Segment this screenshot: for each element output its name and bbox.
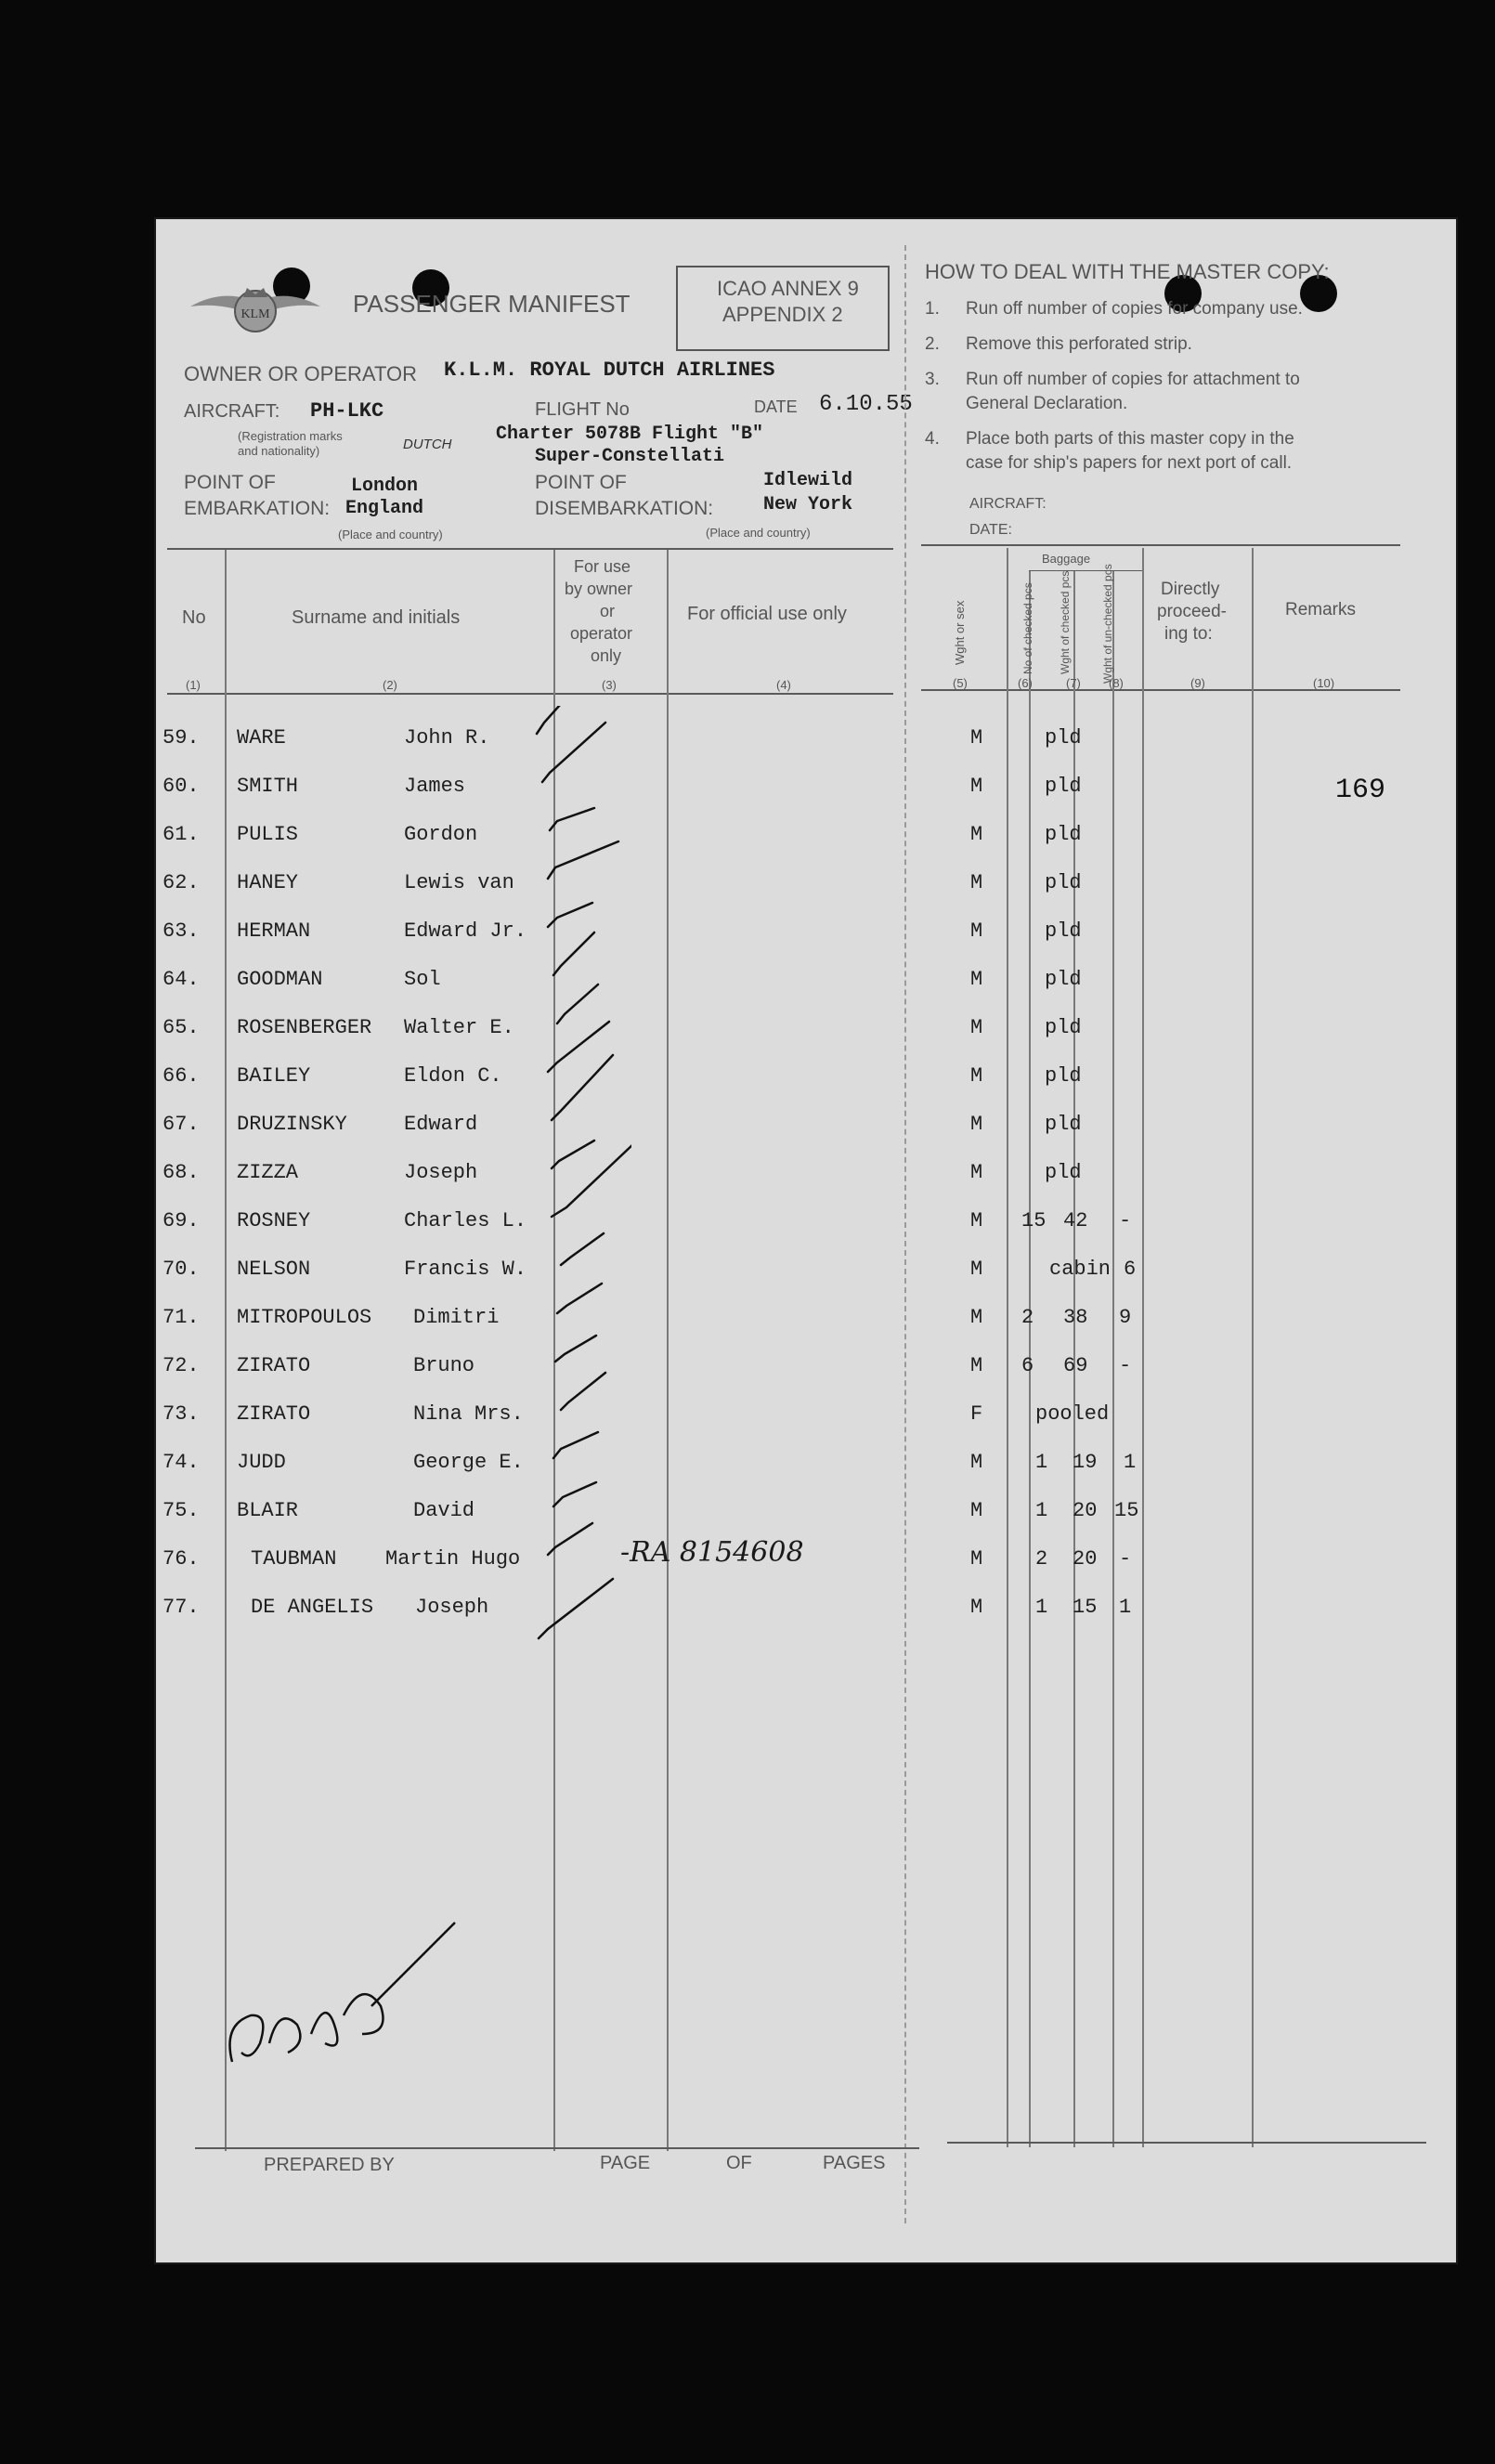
passenger-wght: pld xyxy=(1045,1161,1082,1184)
col-num-3: (3) xyxy=(602,678,617,692)
col-owner-use: For use xyxy=(574,557,631,576)
passenger-given-name: Sol xyxy=(404,968,441,991)
passenger-given-name: Eldon C. xyxy=(404,1064,502,1088)
passenger-pcs: 1 xyxy=(1035,1451,1048,1474)
disembark-value-1: Idlewild xyxy=(763,470,853,491)
signature-icon xyxy=(223,1904,464,2071)
col-wght-unchecked: Wght of un-checked pcs xyxy=(1101,564,1114,684)
passenger-unchecked: - xyxy=(1119,1547,1132,1571)
passenger-given-name: Dimitri xyxy=(413,1306,500,1329)
passenger-given-name: George E. xyxy=(413,1451,524,1474)
passenger-wght: 69 xyxy=(1063,1354,1088,1377)
instruction-text: Remove this perforated strip. xyxy=(966,334,1192,354)
passenger-given-name: Bruno xyxy=(413,1354,475,1377)
icao-line1: ICAO ANNEX 9 xyxy=(717,277,859,300)
passenger-surname: DE ANGELIS xyxy=(251,1596,374,1619)
place-note: (Place and country) xyxy=(338,528,443,541)
col-remarks: Remarks xyxy=(1285,600,1357,619)
table-row xyxy=(162,765,1407,808)
passenger-sex: M xyxy=(970,871,983,894)
embark-label-1: POINT OF xyxy=(184,472,276,493)
passenger-surname: PULIS xyxy=(237,823,299,846)
col-official: For official use only xyxy=(687,604,847,624)
passenger-given-name: Charles L. xyxy=(404,1209,527,1232)
passenger-no: 68. xyxy=(162,1161,200,1184)
handwritten-checkmarks-icon xyxy=(520,706,631,1653)
col-surname: Surname and initials xyxy=(292,607,461,628)
table-row xyxy=(162,1345,1407,1388)
flight-label: FLIGHT No xyxy=(535,399,630,420)
passenger-no: 60. xyxy=(162,775,200,798)
passenger-wght: pld xyxy=(1045,1064,1082,1088)
passenger-sex: M xyxy=(970,968,983,991)
passenger-given-name: Joseph xyxy=(415,1596,489,1619)
passenger-sex: M xyxy=(970,726,983,750)
table-row xyxy=(162,862,1407,905)
passenger-no: 72. xyxy=(162,1354,200,1377)
passenger-no: 73. xyxy=(162,1402,200,1426)
passenger-sex: M xyxy=(970,823,983,846)
col-num-10: (10) xyxy=(1313,676,1335,690)
instruction-text: Place both parts of this master copy in the xyxy=(966,429,1294,449)
passenger-wght: pld xyxy=(1045,1016,1082,1039)
passenger-wght: 38 xyxy=(1063,1306,1088,1329)
table-row xyxy=(162,814,1407,856)
footer-rule xyxy=(195,2147,919,2149)
passenger-no: 77. xyxy=(162,1596,200,1619)
page-label: PAGE xyxy=(600,2153,651,2173)
registration-note-1: (Registration marks xyxy=(238,429,343,443)
disembark-label-2: DISEMBARKATION: xyxy=(535,498,714,519)
passenger-surname: SMITH xyxy=(237,775,299,798)
passenger-sex: M xyxy=(970,1499,983,1522)
col-no: No xyxy=(182,607,206,628)
col-owner-use: or xyxy=(600,602,616,620)
col-checked-pcs: No of checked pcs xyxy=(1021,582,1034,674)
passenger-pcs: 2 xyxy=(1021,1306,1034,1329)
passenger-wght: 19 xyxy=(1072,1451,1098,1474)
col-num-9: (9) xyxy=(1190,676,1205,690)
passenger-given-name: Martin Hugo xyxy=(385,1547,521,1571)
pages-label: PAGES xyxy=(823,2153,886,2173)
passenger-given-name: Joseph xyxy=(404,1161,478,1184)
col-owner-use: only xyxy=(591,646,622,665)
passenger-wght: 20 xyxy=(1072,1547,1098,1571)
passenger-surname: JUDD xyxy=(237,1451,286,1474)
passenger-wght: pld xyxy=(1045,775,1082,798)
passenger-no: 76. xyxy=(162,1547,200,1571)
passenger-no: 75. xyxy=(162,1499,200,1522)
col-num-5: (5) xyxy=(953,676,968,690)
date-label: DATE xyxy=(754,398,798,416)
prepared-by-label: PREPARED BY xyxy=(264,2155,395,2175)
passenger-wght: 20 xyxy=(1072,1499,1098,1522)
passenger-surname: HERMAN xyxy=(237,919,311,943)
embark-label-2: EMBARKATION: xyxy=(184,498,331,519)
table-row xyxy=(162,1586,1407,1629)
col-num-4: (4) xyxy=(776,678,791,692)
passenger-wght: 42 xyxy=(1063,1209,1088,1232)
passenger-no: 64. xyxy=(162,968,200,991)
instruction-text: General Declaration. xyxy=(966,394,1128,413)
passenger-surname: BAILEY xyxy=(237,1064,311,1088)
instructions-date-label: DATE: xyxy=(969,522,1012,538)
col-num-7: (7) xyxy=(1066,676,1081,690)
passenger-sex: M xyxy=(970,1113,983,1136)
table-row xyxy=(162,1055,1407,1098)
passenger-given-name: John R. xyxy=(404,726,490,750)
passenger-surname: NELSON xyxy=(237,1258,311,1281)
passenger-surname: ZIRATO xyxy=(237,1402,311,1426)
table-row xyxy=(162,1490,1407,1532)
col-directly: ing to: xyxy=(1164,624,1213,644)
klm-crown-logo-icon xyxy=(186,269,325,344)
passenger-sex: M xyxy=(970,919,983,943)
passenger-no: 61. xyxy=(162,823,200,846)
disembark-value-2: New York xyxy=(763,494,853,515)
icao-line2: APPENDIX 2 xyxy=(722,303,843,326)
date-value: 6.10.55 xyxy=(819,392,913,417)
passenger-surname: ZIRATO xyxy=(237,1354,311,1377)
passenger-unchecked: 1 xyxy=(1124,1451,1137,1474)
instruction-num: 1. xyxy=(925,299,940,319)
registration-note-2: and nationality) xyxy=(238,444,320,458)
instruction-num: 4. xyxy=(925,429,940,449)
col-num-6: (6) xyxy=(1018,676,1033,690)
passenger-wght: pld xyxy=(1045,919,1082,943)
passenger-surname: MITROPOULOS xyxy=(237,1306,372,1329)
table-row xyxy=(162,1103,1407,1146)
col-directly: proceed- xyxy=(1157,602,1227,621)
col-owner-use: operator xyxy=(570,624,633,643)
passenger-sex: M xyxy=(970,1258,983,1281)
passenger-no: 66. xyxy=(162,1064,200,1088)
flight-value-1: Charter 5078B Flight "B" xyxy=(496,424,764,445)
passenger-no: 65. xyxy=(162,1016,200,1039)
disembark-label-1: POINT OF xyxy=(535,472,627,493)
aircraft-value: PH-LKC xyxy=(310,399,384,423)
col-num-8: (8) xyxy=(1109,676,1124,690)
instructions-aircraft-label: AIRCRAFT: xyxy=(969,496,1046,512)
passenger-wght: pld xyxy=(1045,726,1082,750)
passenger-wght: pld xyxy=(1045,823,1082,846)
passenger-no: 67. xyxy=(162,1113,200,1136)
passenger-sex: M xyxy=(970,1016,983,1039)
passenger-wght: pld xyxy=(1045,1113,1082,1136)
owner-label: OWNER OR OPERATOR xyxy=(184,362,417,385)
aircraft-note: DUTCH xyxy=(403,437,452,452)
col-directly: Directly xyxy=(1161,580,1220,599)
col-num-1: (1) xyxy=(186,678,201,692)
passenger-given-name: James xyxy=(404,775,466,798)
passenger-unchecked: 6 xyxy=(1124,1258,1137,1281)
passenger-surname: ZIZZA xyxy=(237,1161,299,1184)
passenger-sex: M xyxy=(970,1547,983,1571)
footer-rule xyxy=(947,2142,1426,2144)
table-row xyxy=(162,717,1407,760)
instruction-num: 3. xyxy=(925,370,940,389)
passenger-unchecked: 9 xyxy=(1119,1306,1132,1329)
handwritten-note: -RA 8154608 xyxy=(620,1536,804,1569)
passenger-no: 59. xyxy=(162,726,200,750)
passenger-given-name: Gordon xyxy=(404,823,478,846)
passenger-wght: pld xyxy=(1045,871,1082,894)
form-title: PASSENGER MANIFEST xyxy=(353,290,630,318)
passenger-sex: M xyxy=(970,1354,983,1377)
passenger-pcs: 2 xyxy=(1035,1547,1048,1571)
col-sex: Wght or sex xyxy=(953,600,967,665)
svg-text:KLM: KLM xyxy=(240,307,270,321)
flight-value-2: Super-Constellati xyxy=(535,446,725,467)
passenger-sex: M xyxy=(970,1451,983,1474)
passenger-no: 74. xyxy=(162,1451,200,1474)
passenger-no: 69. xyxy=(162,1209,200,1232)
table-row xyxy=(162,1152,1407,1194)
col-num-2: (2) xyxy=(383,678,397,692)
embark-value-1: London xyxy=(351,476,419,497)
passenger-wght: pooled xyxy=(1035,1402,1110,1426)
passenger-given-name: Nina Mrs. xyxy=(413,1402,524,1426)
passenger-pcs: 15 xyxy=(1021,1209,1046,1232)
passenger-given-name: Edward xyxy=(404,1113,478,1136)
passenger-surname: HANEY xyxy=(237,871,299,894)
table-row xyxy=(162,958,1407,1001)
passenger-sex: M xyxy=(970,1596,983,1619)
passenger-surname: ROSENBERGER xyxy=(237,1016,372,1039)
passenger-sex: M xyxy=(970,1306,983,1329)
passenger-surname: TAUBMAN xyxy=(251,1547,337,1571)
passenger-no: 71. xyxy=(162,1306,200,1329)
table-row xyxy=(162,910,1407,953)
instruction-text: case for ship's papers for next port of call. xyxy=(966,453,1293,473)
embark-value-2: England xyxy=(345,498,424,519)
passenger-sex: M xyxy=(970,1161,983,1184)
passenger-no: 70. xyxy=(162,1258,200,1281)
passenger-unchecked: 1 xyxy=(1119,1596,1132,1619)
passenger-wght: pld xyxy=(1045,968,1082,991)
passenger-sex: M xyxy=(970,1064,983,1088)
instruction-num: 2. xyxy=(925,334,940,354)
passenger-surname: GOODMAN xyxy=(237,968,323,991)
passenger-pcs: 1 xyxy=(1035,1499,1048,1522)
instructions-title: HOW TO DEAL WITH THE MASTER COPY: xyxy=(925,260,1330,283)
passenger-sex: F xyxy=(970,1402,983,1426)
passenger-surname: ROSNEY xyxy=(237,1209,311,1232)
passenger-sex: M xyxy=(970,1209,983,1232)
aircraft-label: AIRCRAFT: xyxy=(184,401,280,422)
col-baggage: Baggage xyxy=(1042,552,1091,566)
table-row xyxy=(162,1200,1407,1243)
instruction-text: Run off number of copies for company use. xyxy=(966,299,1303,319)
baggage-rule xyxy=(1029,570,1142,571)
passenger-given-name: David xyxy=(413,1499,475,1522)
instruction-text: Run off number of copies for attachment to xyxy=(966,370,1300,389)
table-row xyxy=(162,1007,1407,1049)
passenger-surname: BLAIR xyxy=(237,1499,299,1522)
owner-value: K.L.M. ROYAL DUTCH AIRLINES xyxy=(444,359,775,382)
passenger-unchecked: - xyxy=(1119,1209,1132,1232)
passenger-given-name: Lewis van xyxy=(404,871,514,894)
header-rule xyxy=(167,548,893,550)
passenger-no: 63. xyxy=(162,919,200,943)
passenger-surname: DRUZINSKY xyxy=(237,1113,347,1136)
of-label: OF xyxy=(726,2153,752,2173)
col-owner-use: by owner xyxy=(565,580,633,598)
column-header-rule xyxy=(167,693,893,695)
passenger-pcs: 6 xyxy=(1021,1354,1034,1377)
passenger-given-name: Francis W. xyxy=(404,1258,527,1281)
passenger-unchecked: - xyxy=(1119,1354,1132,1377)
page-number: 169 xyxy=(1335,775,1386,806)
passenger-wght: cabin xyxy=(1049,1258,1112,1281)
passenger-given-name: Edward Jr. xyxy=(404,919,527,943)
passenger-pcs: 1 xyxy=(1035,1596,1048,1619)
passenger-surname: WARE xyxy=(237,726,286,750)
header-rule xyxy=(921,544,1400,546)
passenger-given-name: Walter E. xyxy=(404,1016,514,1039)
col-wght-checked: Wght of checked pcs xyxy=(1059,570,1072,674)
place-note-2: (Place and country) xyxy=(706,526,811,540)
passenger-no: 62. xyxy=(162,871,200,894)
table-row xyxy=(162,1297,1407,1339)
table-row xyxy=(162,1248,1407,1291)
passenger-unchecked: 15 xyxy=(1114,1499,1139,1522)
table-row xyxy=(162,1441,1407,1484)
passenger-wght: 15 xyxy=(1072,1596,1098,1619)
passenger-sex: M xyxy=(970,775,983,798)
table-row xyxy=(162,1393,1407,1436)
